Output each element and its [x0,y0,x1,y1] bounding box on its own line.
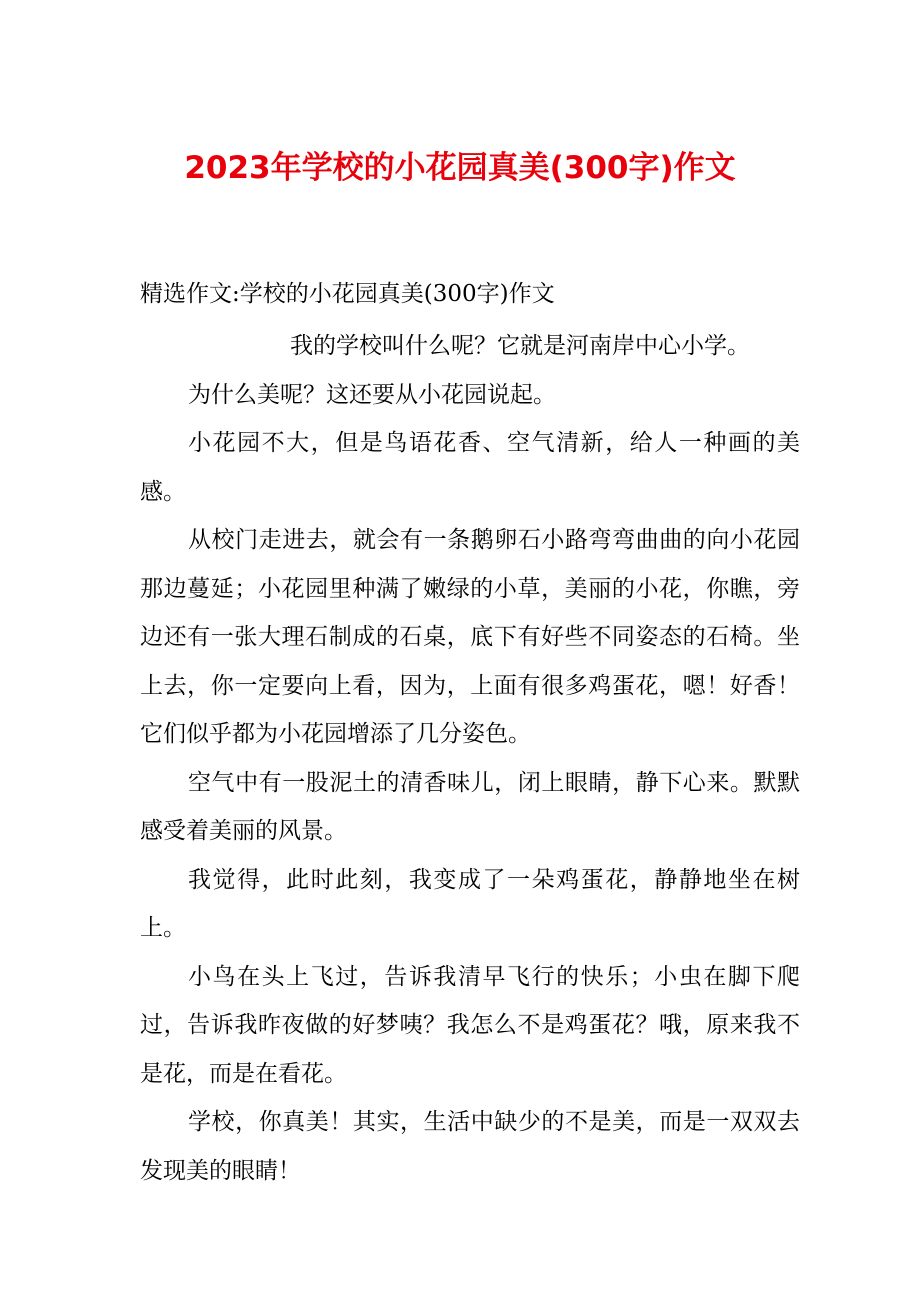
paragraph: 我觉得，此时此刻，我变成了一朵鸡蛋花，静静地坐在树上。 [140,866,800,941]
document-subtitle: 精选作文:学校的小花园真美(300字)作文 [140,281,555,307]
paragraph: 从校门走进去，就会有一条鹅卵石小路弯弯曲曲的向小花园那边蔓延；小花园里种满了嫩绿的小草，美丽的小花，你瞧，旁边还有一张大理石制成的石桌，底下有好些不同姿态的石椅。坐上去，你一定要向上看，因为，上面有很多鸡蛋花，嗯！好香！它们似乎都为小花园增添了几分姿色。 [140,527,800,747]
paragraph: 空气中有一股泥土的清香味儿，闭上眼睛，静下心来。默默感受着美丽的风景。 [140,769,800,844]
document-title: 2023年学校的小花园真美(300字)作文 [184,150,736,186]
paragraph: 我的学校叫什么呢？它就是河南岸中心小学。 [290,333,750,359]
paragraph: 小鸟在头上飞过，告诉我清早飞行的快乐；小虫在脚下爬过，告诉我昨夜做的好梦咦？我怎么不是鸡蛋花？哦，原来我不是花，而是在看花。 [140,963,800,1087]
paragraph: 为什么美呢？这还要从小花园说起。 [188,381,556,408]
document-body [140,322,800,1195]
paragraph: 小花园不大，但是鸟语花香、空气清新，给人一种画的美感。 [140,430,800,505]
paragraph: 学校，你真美！其实，生活中缺少的不是美，而是一双双去发现美的眼睛！ [140,1109,800,1184]
